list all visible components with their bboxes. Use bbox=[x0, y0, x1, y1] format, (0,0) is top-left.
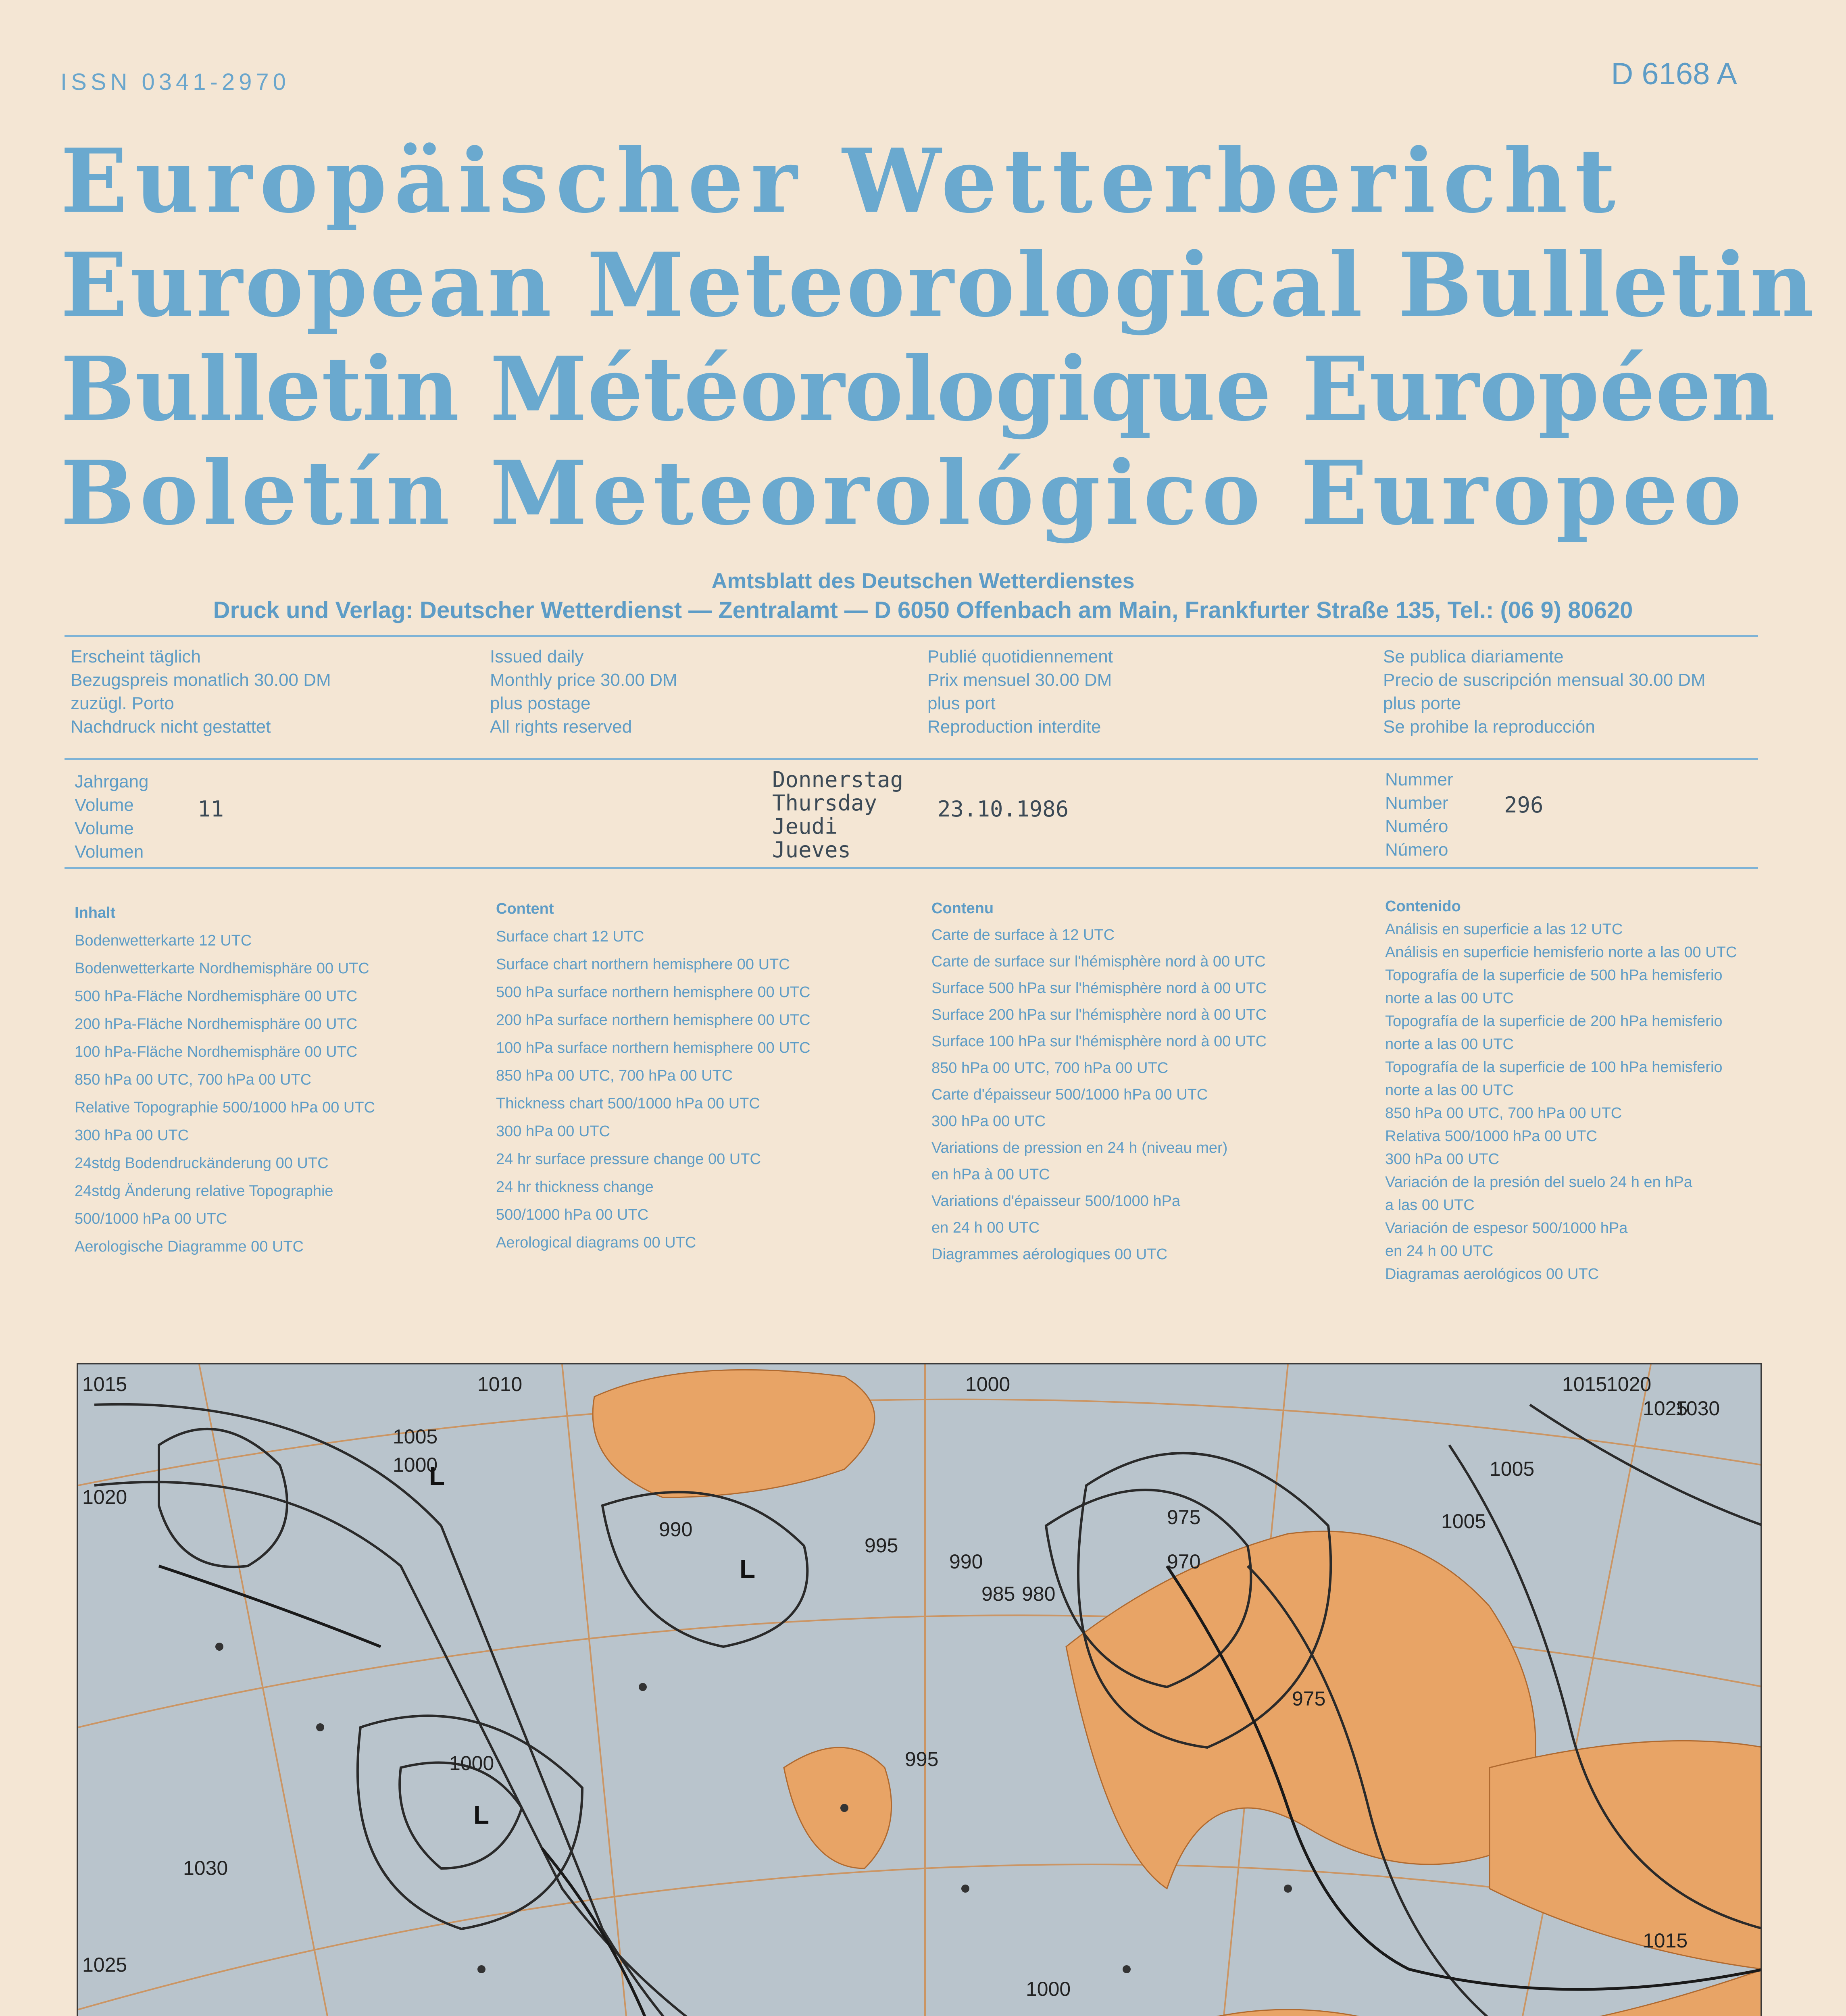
sub-line: plus postage bbox=[490, 694, 591, 713]
toc-item: 500/1000 hPa 00 UTC bbox=[75, 1210, 227, 1227]
toc-item: 100 hPa surface northern hemisphere 00 UTC bbox=[496, 1039, 810, 1056]
isobar-label: 1000 bbox=[1026, 1978, 1071, 2000]
toc-item: Surface 100 hPa sur l'hémisphère nord à 00 UTC bbox=[931, 1033, 1267, 1050]
isobar-label: 1010 bbox=[477, 1373, 523, 1395]
isobar-label: 1000 bbox=[393, 1454, 438, 1476]
surface-weather-map bbox=[77, 1363, 1762, 2016]
sub-line: plus port bbox=[927, 694, 996, 713]
toc-item: Diagramas aerológicos 00 UTC bbox=[1385, 1266, 1599, 1283]
toc-item: Análisis en superficie a las 12 UTC bbox=[1385, 921, 1623, 938]
toc-item: 300 hPa 00 UTC bbox=[1385, 1151, 1500, 1168]
sub-line: Reproduction interdite bbox=[927, 717, 1101, 737]
toc-item: Variations d'épaisseur 500/1000 hPa bbox=[931, 1193, 1181, 1210]
toc-item: 850 hPa 00 UTC, 700 hPa 00 UTC bbox=[496, 1067, 733, 1084]
divider bbox=[65, 758, 1758, 760]
issue-number: 296 bbox=[1504, 792, 1544, 818]
sub-line: plus porte bbox=[1383, 694, 1461, 713]
volume-value: 11 bbox=[198, 796, 224, 822]
masthead bbox=[60, 129, 1817, 545]
toc-item: Topografía de la superficie de 100 hPa hemisferio bbox=[1385, 1059, 1723, 1076]
sub-line: Bezugspreis monatlich 30.00 DM bbox=[71, 670, 331, 690]
toc-item: Surface 500 hPa sur l'hémisphère nord à 00 UTC bbox=[931, 980, 1267, 997]
toc-item: norte a las 00 UTC bbox=[1385, 1082, 1514, 1099]
isobar-label: 995 bbox=[865, 1534, 898, 1557]
toc-item: 300 hPa 00 UTC bbox=[75, 1127, 189, 1144]
continental-europe bbox=[717, 1969, 1762, 2016]
russia bbox=[1490, 1741, 1762, 1969]
toc-spanish bbox=[1385, 895, 1737, 1286]
low-pressure-center: L bbox=[473, 1800, 490, 1829]
day-label: Jueves bbox=[772, 837, 851, 862]
number-label: Nummer bbox=[1385, 770, 1453, 789]
toc-item: 500 hPa surface northern hemisphere 00 UTC bbox=[496, 984, 810, 1001]
toc-item: 200 hPa surface northern hemisphere 00 UTC bbox=[496, 1012, 810, 1029]
publisher-line: Druck und Verlag: Deutscher Wetterdienst — Zentralamt — D 6050 Offenbach am Main, Frankfurter Straße 135, Tel.: (06 9) 80620 bbox=[213, 597, 1633, 623]
volume-label: Volumen bbox=[75, 842, 144, 862]
subscription-french bbox=[927, 645, 1113, 739]
isobar-label: 1005 bbox=[1441, 1510, 1486, 1533]
toc-item: 100 hPa-Fläche Nordhemisphäre 00 UTC bbox=[75, 1043, 358, 1060]
toc-item: Relativa 500/1000 hPa 00 UTC bbox=[1385, 1128, 1597, 1145]
isobar-label: 975 bbox=[1292, 1687, 1326, 1710]
isobar-label: 1000 bbox=[965, 1373, 1011, 1395]
isobar-label: 1005 bbox=[1490, 1458, 1535, 1480]
toc-item: Aerologische Diagramme 00 UTC bbox=[75, 1238, 304, 1255]
toc-item: en 24 h 00 UTC bbox=[1385, 1243, 1494, 1260]
toc-item: Relative Topographie 500/1000 hPa 00 UTC bbox=[75, 1099, 375, 1116]
sub-line: zuzügl. Porto bbox=[71, 694, 174, 713]
toc-heading: Content bbox=[496, 900, 554, 917]
isobar-label: 1015 bbox=[82, 1373, 127, 1395]
toc-item: 300 hPa 00 UTC bbox=[931, 1113, 1046, 1130]
day-label: Donnerstag bbox=[772, 767, 904, 792]
sub-line: Issued daily bbox=[490, 647, 584, 666]
isobar-label: 1015 bbox=[1643, 1929, 1688, 1952]
low-pressure-center: L bbox=[429, 1462, 445, 1491]
isobar-label: 1000 bbox=[449, 1752, 494, 1774]
toc-item: 24 hr thickness change bbox=[496, 1179, 654, 1195]
title-german: Europäischer Wetterbericht bbox=[60, 129, 1623, 233]
title-english: European Meteorological Bulletin bbox=[60, 233, 1817, 337]
toc-heading: Contenido bbox=[1385, 898, 1461, 915]
isobar-label: 1015 bbox=[1562, 1373, 1607, 1395]
toc-item: 500 hPa-Fläche Nordhemisphäre 00 UTC bbox=[75, 988, 358, 1005]
toc-english bbox=[496, 895, 810, 1257]
toc-item: a las 00 UTC bbox=[1385, 1197, 1475, 1214]
subscription-english bbox=[490, 645, 677, 739]
british-isles bbox=[784, 1747, 892, 1868]
isobar-label: 1020 bbox=[1606, 1373, 1652, 1395]
toc-item: 24stdg Bodendruckänderung 00 UTC bbox=[75, 1155, 329, 1172]
subscription-spanish bbox=[1383, 645, 1706, 739]
volume-labels bbox=[75, 770, 148, 864]
toc-item: Bodenwetterkarte Nordhemisphäre 00 UTC bbox=[75, 960, 369, 977]
toc-item: 24stdg Änderung relative Topographie bbox=[75, 1183, 333, 1200]
isobar-label: 985 bbox=[981, 1583, 1015, 1605]
isobar-label: 980 bbox=[1022, 1583, 1056, 1605]
isobar-label: 970 bbox=[1167, 1550, 1201, 1573]
toc-item: Variación de la presión del suelo 24 h en hPa bbox=[1385, 1174, 1692, 1191]
sub-line: Monthly price 30.00 DM bbox=[490, 670, 677, 690]
volume-label: Volume bbox=[75, 818, 134, 838]
toc-item: Bodenwetterkarte 12 UTC bbox=[75, 932, 252, 949]
toc-heading: Inhalt bbox=[75, 904, 116, 921]
official-gazette: Amtsblatt des Deutschen Wetterdienstes bbox=[711, 569, 1135, 593]
toc-item: Diagrammes aérologiques 00 UTC bbox=[931, 1246, 1168, 1263]
issue-date: 23.10.1986 bbox=[938, 796, 1069, 822]
sub-line: Publié quotidiennement bbox=[927, 647, 1113, 666]
number-labels bbox=[1385, 768, 1453, 862]
toc-heading: Contenu bbox=[931, 900, 994, 917]
toc-item: Variations de pression en 24 h (niveau mer) bbox=[931, 1139, 1228, 1156]
toc-item: Aerological diagrams 00 UTC bbox=[496, 1234, 696, 1251]
toc-item: 300 hPa 00 UTC bbox=[496, 1123, 610, 1140]
toc-item: 850 hPa 00 UTC, 700 hPa 00 UTC bbox=[75, 1071, 312, 1088]
toc-french bbox=[931, 895, 1267, 1268]
toc-item: Carte d'épaisseur 500/1000 hPa 00 UTC bbox=[931, 1086, 1208, 1103]
toc-item: Surface chart 12 UTC bbox=[496, 928, 644, 945]
number-label: Number bbox=[1385, 793, 1448, 813]
sub-line: Precio de suscripción mensual 30.00 DM bbox=[1383, 670, 1706, 690]
toc-item: Análisis en superficie hemisferio norte a las 00 UTC bbox=[1385, 944, 1737, 961]
isobar-label: 1025 bbox=[82, 1954, 127, 1976]
divider bbox=[65, 867, 1758, 869]
subscription-german bbox=[71, 645, 331, 739]
toc-item: Carte de surface sur l'hémisphère nord à 00 UTC bbox=[931, 953, 1266, 970]
divider bbox=[65, 635, 1758, 637]
publication-code: D 6168 A bbox=[1611, 57, 1737, 91]
number-label: Numéro bbox=[1385, 816, 1448, 836]
sub-line: Erscheint täglich bbox=[71, 647, 201, 666]
volume-label: Jahrgang bbox=[75, 772, 149, 791]
isobar-label: 990 bbox=[659, 1518, 693, 1541]
sub-line: Se prohibe la reproducción bbox=[1383, 717, 1595, 737]
volume-label: Volume bbox=[75, 795, 134, 815]
isobar-label: 1025 bbox=[1643, 1397, 1688, 1420]
isobar-label: 1030 bbox=[1675, 1397, 1720, 1420]
isobar-label: 1020 bbox=[82, 1486, 127, 1508]
number-label: Número bbox=[1385, 840, 1448, 860]
toc-item: norte a las 00 UTC bbox=[1385, 1036, 1514, 1053]
toc-item: Thickness chart 500/1000 hPa 00 UTC bbox=[496, 1095, 760, 1112]
title-spanish: Boletín Meteorológico Europeo bbox=[60, 442, 1747, 545]
sub-line: Se publica diariamente bbox=[1383, 647, 1564, 666]
toc-item: 850 hPa 00 UTC, 700 hPa 00 UTC bbox=[931, 1060, 1169, 1077]
issn: ISSN 0341-2970 bbox=[60, 69, 290, 95]
sub-line: Nachdruck nicht gestattet bbox=[71, 717, 271, 737]
toc-item: Topografía de la superficie de 500 hPa hemisferio bbox=[1385, 967, 1723, 984]
sub-line: All rights reserved bbox=[490, 717, 632, 737]
title-french: Bulletin Météorologique Européen bbox=[60, 337, 1775, 441]
toc-item: Carte de surface à 12 UTC bbox=[931, 927, 1115, 943]
toc-item: norte a las 00 UTC bbox=[1385, 990, 1514, 1007]
toc-item: Surface 200 hPa sur l'hémisphère nord à 00 UTC bbox=[931, 1006, 1267, 1023]
toc-item: Variación de espesor 500/1000 hPa bbox=[1385, 1220, 1628, 1237]
toc-item: en 24 h 00 UTC bbox=[931, 1219, 1040, 1236]
day-label: Thursday bbox=[772, 790, 877, 816]
toc-german bbox=[75, 899, 375, 1261]
toc-item: en hPa à 00 UTC bbox=[931, 1166, 1050, 1183]
toc-item: 24 hr surface pressure change 00 UTC bbox=[496, 1151, 761, 1168]
isobar-label: 975 bbox=[1167, 1506, 1201, 1529]
toc-item: Topografía de la superficie de 200 hPa hemisferio bbox=[1385, 1013, 1723, 1030]
greenland bbox=[593, 1370, 875, 1497]
day-labels bbox=[772, 768, 903, 862]
sub-line: Prix mensuel 30.00 DM bbox=[927, 670, 1112, 690]
isobar-label: 995 bbox=[905, 1748, 939, 1770]
isobar-label: 1030 bbox=[183, 1857, 228, 1879]
isobar-label: 1005 bbox=[393, 1425, 438, 1448]
low-pressure-center: L bbox=[740, 1554, 756, 1583]
toc-item: Surface chart northern hemisphere 00 UTC bbox=[496, 956, 790, 973]
toc-item: 500/1000 hPa 00 UTC bbox=[496, 1206, 649, 1223]
toc-item: 850 hPa 00 UTC, 700 hPa 00 UTC bbox=[1385, 1105, 1622, 1122]
isobar-label: 990 bbox=[949, 1550, 983, 1573]
toc-item: 200 hPa-Fläche Nordhemisphäre 00 UTC bbox=[75, 1016, 358, 1033]
day-label: Jeudi bbox=[772, 814, 838, 839]
